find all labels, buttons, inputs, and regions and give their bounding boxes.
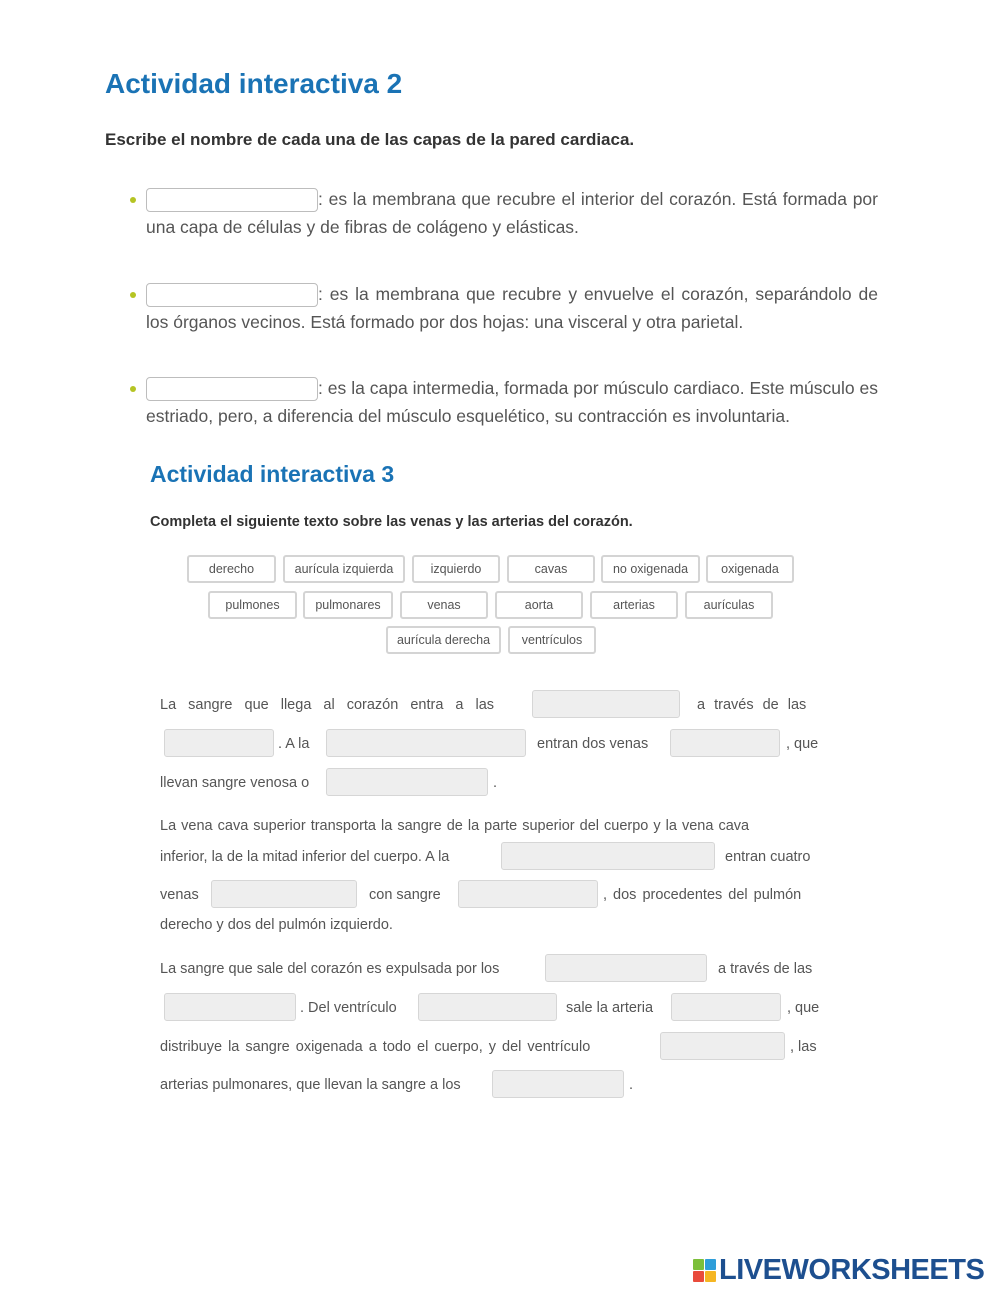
logo-mark-icon bbox=[693, 1259, 716, 1282]
word-chip[interactable]: aurículas bbox=[685, 591, 773, 619]
word-chip[interactable]: ventrículos bbox=[508, 626, 596, 654]
word-chip[interactable]: derecho bbox=[187, 555, 276, 583]
p3-text: sale la arteria bbox=[566, 1000, 654, 1016]
p1-text: a través de las bbox=[697, 697, 807, 713]
activity-3-instruction: Completa el siguiente texto sobre las venas y las arterias del corazón. bbox=[150, 514, 633, 530]
p1-text: llevan sangre venosa o bbox=[160, 775, 310, 791]
bullet-dot bbox=[130, 386, 136, 392]
p1-text: , que bbox=[786, 736, 819, 752]
p2-text: con sangre bbox=[369, 887, 441, 903]
p3-text: a través de las bbox=[718, 961, 813, 977]
layer-item-text: : es la membrana que recubre y envuelve el corazón, separándolo de los órganos vecinos. Está formado por dos hojas: una visceral y otra parietal. bbox=[146, 284, 878, 332]
layer-item-text: : es la capa intermedia, formada por músculo cardiaco. Este músculo es estriado, pero, a diferencia del músculo esquelético, su contracción es involuntaria. bbox=[146, 378, 878, 426]
layer-item-1 bbox=[146, 185, 878, 241]
bullet-dot bbox=[130, 292, 136, 298]
drop-blank[interactable] bbox=[670, 729, 780, 757]
word-chip[interactable]: oxigenada bbox=[706, 555, 794, 583]
word-chip[interactable]: cavas bbox=[507, 555, 595, 583]
liveworksheets-logo bbox=[693, 1255, 984, 1285]
drop-blank[interactable] bbox=[326, 768, 488, 796]
layer-item-2 bbox=[146, 280, 878, 336]
activity-3-title: Actividad interactiva 3 bbox=[150, 461, 395, 487]
word-chip[interactable]: aurícula izquierda bbox=[283, 555, 405, 583]
word-chip[interactable]: venas bbox=[400, 591, 488, 619]
p2-text: inferior, la de la mitad inferior del cuerpo. A la bbox=[160, 849, 450, 865]
p2-text: entran cuatro bbox=[725, 849, 811, 865]
word-chip[interactable]: arterias bbox=[590, 591, 678, 619]
logo-text: LIVEWORKSHEETS bbox=[719, 1253, 985, 1286]
layer-answer-input-2[interactable] bbox=[146, 283, 318, 307]
drop-blank[interactable] bbox=[458, 880, 598, 908]
p1-text: . A la bbox=[278, 736, 310, 752]
p3-text: , que bbox=[787, 1000, 820, 1016]
logo-mark-cell bbox=[693, 1259, 704, 1270]
word-chip[interactable]: pulmones bbox=[208, 591, 297, 619]
bullet-dot bbox=[130, 197, 136, 203]
logo-mark-cell bbox=[693, 1271, 704, 1282]
p2-text: derecho y dos del pulmón izquierdo. bbox=[160, 917, 393, 933]
drop-blank[interactable] bbox=[532, 690, 680, 718]
word-chip[interactable]: pulmonares bbox=[303, 591, 393, 619]
drop-blank[interactable] bbox=[660, 1032, 785, 1060]
drop-blank[interactable] bbox=[492, 1070, 624, 1098]
layer-item-3 bbox=[146, 374, 878, 430]
word-chip[interactable]: izquierdo bbox=[412, 555, 500, 583]
layer-answer-input-3[interactable] bbox=[146, 377, 318, 401]
word-chip[interactable]: aorta bbox=[495, 591, 583, 619]
layer-answer-input-1[interactable] bbox=[146, 188, 318, 212]
drop-blank[interactable] bbox=[418, 993, 557, 1021]
p3-text: distribuye la sangre oxigenada a todo el cuerpo, y del ventrículo bbox=[160, 1039, 591, 1055]
p2-text: venas bbox=[160, 887, 199, 903]
p1-text: entran dos venas bbox=[537, 736, 649, 752]
logo-mark-cell bbox=[705, 1259, 716, 1270]
p3-text: . Del ventrículo bbox=[300, 1000, 397, 1016]
p3-text: arterias pulmonares, que llevan la sangre a los bbox=[160, 1077, 461, 1093]
p3-text: . bbox=[629, 1077, 634, 1093]
word-chip[interactable]: no oxigenada bbox=[601, 555, 700, 583]
p2-text: La vena cava superior transporta la sangre de la parte superior del cuerpo y la vena cava bbox=[160, 818, 750, 834]
p1-text: . bbox=[493, 775, 498, 791]
p3-text: , las bbox=[790, 1039, 817, 1055]
drop-blank[interactable] bbox=[164, 993, 296, 1021]
layer-item-text: : es la membrana que recubre el interior del corazón. Está formada por una capa de células y de fibras de colágeno y elásticas. bbox=[146, 189, 878, 237]
p1-text: La sangre que llega al corazón entra a las bbox=[160, 697, 495, 713]
drop-blank[interactable] bbox=[211, 880, 357, 908]
logo-mark-cell bbox=[705, 1271, 716, 1282]
p3-text: La sangre que sale del corazón es expulsada por los bbox=[160, 961, 500, 977]
drop-blank[interactable] bbox=[326, 729, 526, 757]
drop-blank[interactable] bbox=[164, 729, 274, 757]
p2-text: , dos procedentes del pulmón bbox=[603, 887, 802, 903]
activity-2-title: Actividad interactiva 2 bbox=[105, 68, 403, 99]
drop-blank[interactable] bbox=[501, 842, 715, 870]
activity-2-instruction: Escribe el nombre de cada una de las capas de la pared cardiaca. bbox=[105, 130, 635, 149]
drop-blank[interactable] bbox=[545, 954, 707, 982]
drop-blank[interactable] bbox=[671, 993, 781, 1021]
word-chip[interactable]: aurícula derecha bbox=[386, 626, 501, 654]
